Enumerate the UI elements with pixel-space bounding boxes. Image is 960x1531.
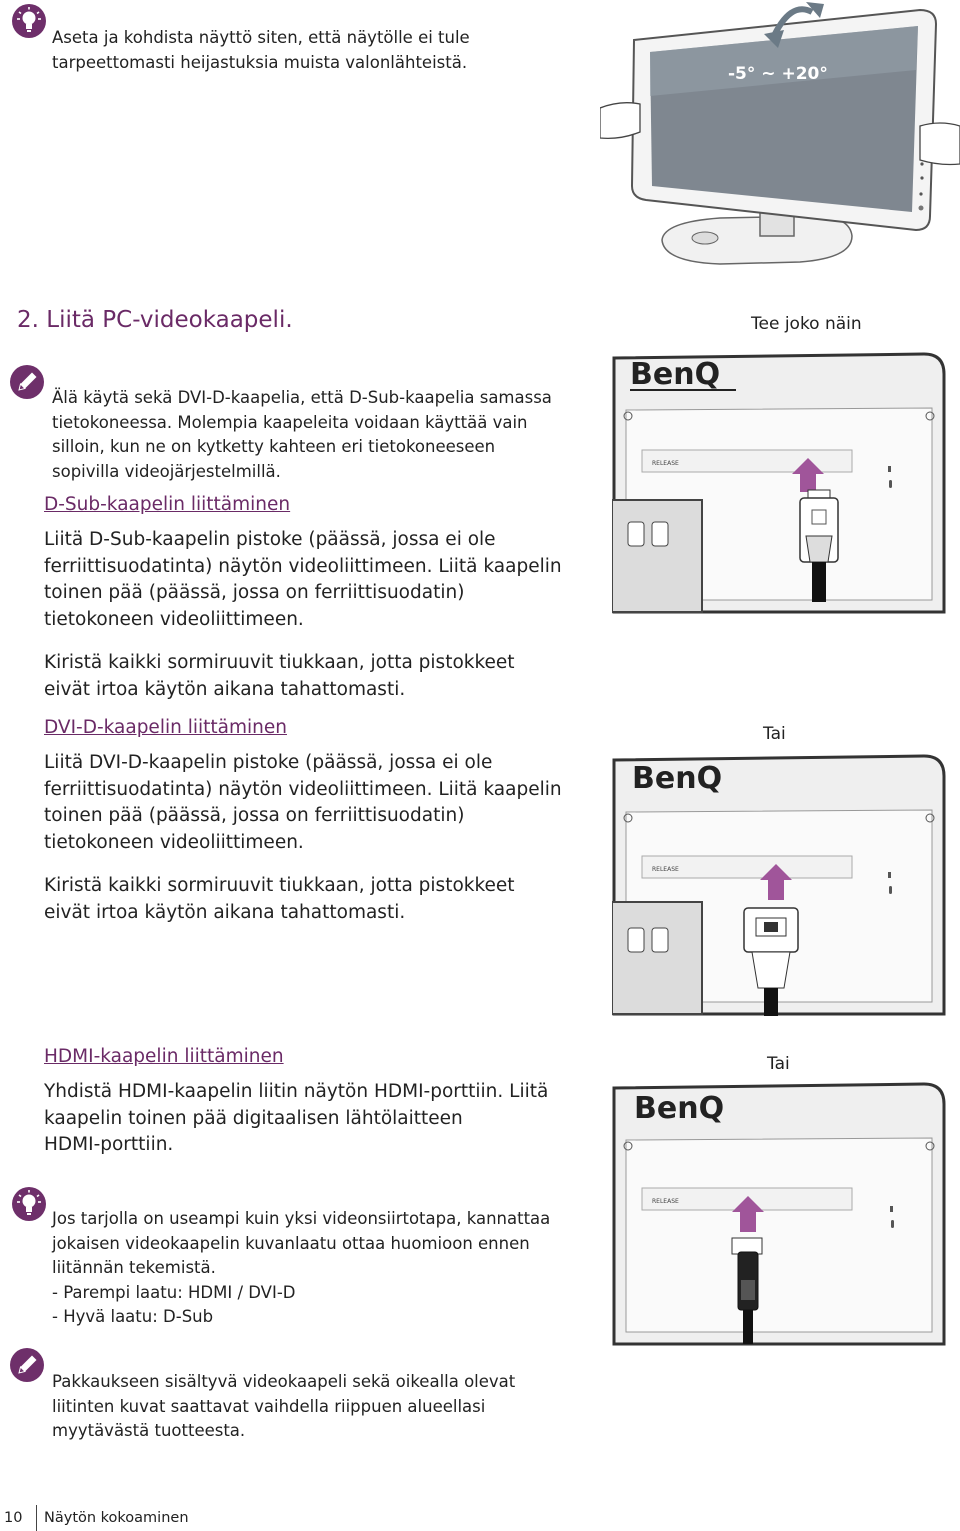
tip-reflections: Aseta ja kohdista näyttö siten, että näytölle ei tule tarpeettomasti heijastuksia muista valonlähteistä. [52,28,470,72]
tip-lightbulb-icon [12,4,46,38]
footer-chapter: Näytön kokoaminen [44,1510,189,1526]
release-label: RELEASE [652,866,679,873]
dsub-paragraph-2: Kiristä kaikki sormiruuvit tiukkaan, jotta pistokkeet eivät irtoa käytön aikana tahattomasti. [44,652,515,700]
hdmi-heading: HDMI-kaapelin liittäminen [44,1046,284,1067]
note-cable-warning: Älä käytä sekä DVI-D-kaapelia, että D-Sub-kaapelia samassa tietokoneessa. Molempia kaapeleita voidaan käyttää vain silloin, kun ne on kytketty kahteen eri tietokoneeseen sopivilla videojärjestelmillä. [52,388,552,481]
dvi-paragraph-2: Kiristä kaikki sormiruuvit tiukkaan, jotta pistokkeet eivät irtoa käytön aikana tahattomasti. [44,875,515,923]
dvi-connection-figure [612,752,946,1022]
brand-logo: BenQ [632,761,723,796]
note-pencil-icon [10,365,44,399]
caption-do-either: Tee joko näin [751,314,862,334]
caption-or-2: Tai [767,1054,790,1074]
note-packaging: Pakkaukseen sisältyvä videokaapeli sekä oikealla olevat liitinten kuvat saattavat vaihdella riippuen alueellasi myytävästä tuotteesta. [52,1372,516,1440]
note-pencil-icon [10,1348,44,1382]
monitor-tilt-figure [600,0,960,290]
brand-logo: BenQ [634,1091,725,1126]
tilt-angle-label: -5° ~ +20° [728,64,828,84]
brand-logo: BenQ [630,357,721,392]
dsub-connection-figure [612,350,946,620]
page-number: 10 [4,1510,23,1526]
tip-lightbulb-icon [12,1187,46,1221]
dsub-paragraph-1: Liitä D-Sub-kaapelin pistoke (päässä, jossa ei ole ferriittisuodatinta) näytön videoliittimeen. Liitä kaapelin toinen pää (päässä, jossa on ferriittisuodatin) tietokoneen videoliittimeen. [44,529,562,630]
hdmi-paragraph-1: Yhdistä HDMI-kaapelin liitin näytön HDMI-porttiin. Liitä kaapelin toinen pää digitaalisen lähtölaitteen HDMI-porttiin. [44,1081,549,1156]
section-title: 2. Liitä PC-videokaapeli. [17,307,293,333]
footer-divider [36,1505,37,1531]
release-label: RELEASE [652,1198,679,1205]
release-label: RELEASE [652,460,679,467]
tip-video-quality: Jos tarjolla on useampi kuin yksi videonsiirtotapa, kannattaa jokaisen videokaapelin kuvanlaatu ottaa huomioon ennen liitännän tekemistä. - Parempi laatu: HDMI / DVI-D - Hyvä laatu: D-Sub [52,1209,551,1326]
dvi-paragraph-1: Liitä DVI-D-kaapelin pistoke (päässä, jossa ei ole ferriittisuodatinta) näytön videoliittimeen. Liitä kaapelin toinen pää (päässä, jossa on ferriittisuodatin) tietokoneen videoliittimeen. [44,752,562,853]
hdmi-connection-figure [612,1080,946,1352]
caption-or-1: Tai [763,724,786,744]
dsub-heading: D-Sub-kaapelin liittäminen [44,494,291,515]
dvi-heading: DVI-D-kaapelin liittäminen [44,717,287,738]
